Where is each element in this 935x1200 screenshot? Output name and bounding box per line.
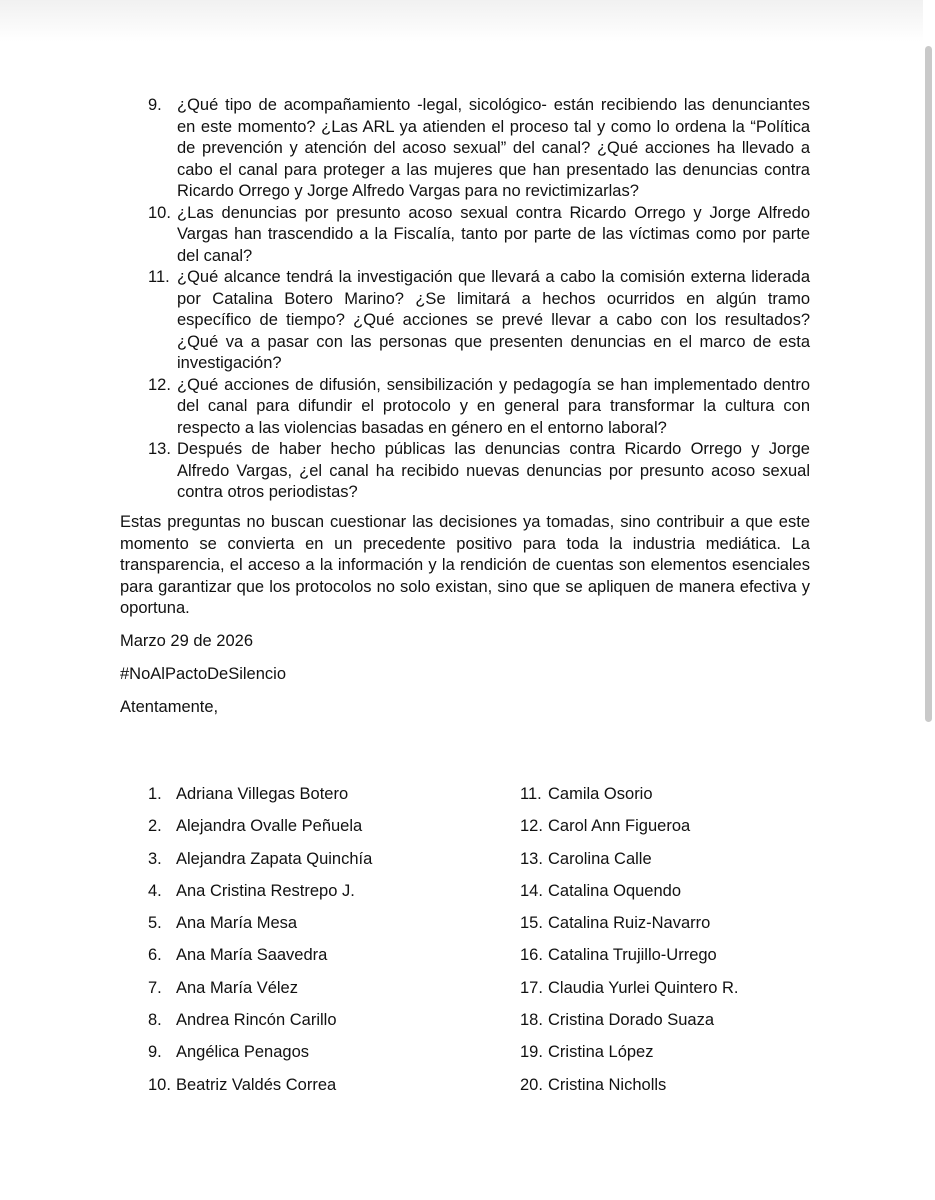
signatory	[520, 913, 738, 945]
signatory	[148, 1042, 372, 1074]
signatory-name: Ana María Vélez	[176, 978, 298, 997]
signatory	[148, 784, 372, 816]
signatory-number: 19.	[520, 1043, 543, 1062]
signatory-number: 4.	[148, 881, 162, 900]
list-number: 13.	[148, 440, 171, 458]
signatory-number: 11.	[520, 785, 542, 803]
signatory	[520, 881, 738, 913]
question-text: ¿Qué tipo de acompañamiento -legal, sicológico- están recibiendo las denunciantes en este momento? ¿Las ARL ya atienden el proceso tal y como lo ordena la “Política de prevención y atención del acoso sexual” del canal? ¿Qué acciones ha llevado a cabo el canal para proteger a las mujeres que han presentado las denuncias contra Ricardo Orrego y Jorge Alfredo Vargas para no revictimizarlas?	[177, 96, 810, 200]
list-item	[148, 375, 810, 440]
signatories-column-right	[520, 784, 738, 1107]
signatory-name: Adriana Villegas Botero	[176, 785, 349, 803]
signatory-number: 10.	[148, 1075, 171, 1094]
signatory-name: Carolina Calle	[548, 849, 652, 868]
signatory-number: 20.	[520, 1075, 543, 1094]
signatory-number: 6.	[148, 946, 162, 965]
list-item	[148, 95, 810, 203]
signatory-name: Alejandra Ovalle Peñuela	[176, 817, 363, 836]
signatory	[148, 1075, 372, 1107]
signatory-name: Andrea Rincón Carillo	[176, 1011, 337, 1030]
signatory	[148, 913, 372, 945]
signatory-number: 3.	[148, 849, 162, 868]
signatory-name: Claudia Yurlei Quintero R.	[548, 978, 739, 997]
list-number: 12.	[148, 375, 171, 394]
list-number: 10.	[148, 203, 171, 222]
signatory-number: 8.	[148, 1011, 162, 1030]
signatory-name: Catalina Oquendo	[548, 881, 682, 900]
list-item	[148, 267, 810, 375]
sign-off: Atentamente,	[120, 698, 219, 716]
signatory-number: 14.	[520, 881, 543, 900]
signatory	[520, 784, 738, 816]
signatory-name: Beatriz Valdés Correa	[176, 1075, 337, 1094]
signatory-name: Ana María Saavedra	[176, 946, 328, 965]
signatory-number: 17.	[520, 978, 543, 997]
signatory	[520, 816, 738, 848]
signatory-number: 18.	[520, 1011, 543, 1030]
document-date: Marzo 29 de 2026	[120, 632, 254, 650]
signatory-name: Ana Cristina Restrepo J.	[176, 881, 355, 900]
signatory	[520, 945, 738, 977]
signatory-name: Cristina López	[548, 1043, 654, 1062]
signatory	[148, 881, 372, 913]
signatories-column-left	[148, 784, 372, 1107]
signatory	[148, 816, 372, 848]
signatory-name: Catalina Trujillo-Urrego	[548, 946, 717, 965]
signatory	[520, 1042, 738, 1074]
list-number: 9.	[148, 96, 162, 114]
closing-paragraph: Estas preguntas no buscan cuestionar las decisiones ya tomadas, sino contribuir a que este momento se convierta en un precedente positivo para toda la industria mediática. La transparencia, el acceso a la información y la rendición de cuentas son elementos esenciales para garantizar que los protocolos no solo existan, sino que se apliquen de manera efectiva y oportuna.	[120, 513, 810, 617]
question-text: ¿Qué alcance tendrá la investigación que llevará a cabo la comisión externa liderada por Catalina Botero Marino? ¿Se limitará a hechos ocurridos en algún tramo específico de tiempo? ¿Qué acciones se prevé llevar a cabo con los resultados? ¿Qué va a pasar con las personas que presenten denuncias en el marco de esta investigación?	[177, 268, 810, 372]
list-number: 11.	[148, 268, 170, 286]
signatory	[520, 849, 738, 881]
signatory-number: 9.	[148, 1043, 162, 1062]
question-text: Después de haber hecho públicas las denuncias contra Ricardo Orrego y Jorge Alfredo Vargas, ¿el canal ha recibido nuevas denuncias por presunto acoso sexual contra otros periodistas?	[177, 440, 810, 501]
signatory	[148, 945, 372, 977]
list-item	[148, 439, 810, 504]
signatory-number: 7.	[148, 978, 162, 997]
signatory-name: Alejandra Zapata Quinchía	[176, 849, 373, 868]
signatory-number: 15.	[520, 914, 543, 933]
signatory-number: 2.	[148, 817, 162, 836]
question-text: ¿Las denuncias por presunto acoso sexual contra Ricardo Orrego y Jorge Alfredo Vargas han trascendido a la Fiscalía, tanto por parte de las víctimas como por parte del canal?	[177, 203, 810, 265]
signatory	[520, 1075, 738, 1107]
signatory-name: Catalina Ruiz-Navarro	[548, 914, 711, 933]
signatory-name: Cristina Dorado Suaza	[548, 1011, 714, 1030]
signatory-name: Camila Osorio	[548, 785, 653, 803]
signatory-name: Ana María Mesa	[176, 914, 298, 933]
signatory-name: Carol Ann Figueroa	[548, 817, 691, 836]
signatory-name: Angélica Penagos	[176, 1043, 310, 1062]
questions-list	[148, 95, 810, 504]
viewer-top-bar	[0, 0, 935, 42]
signatory-number: 1.	[148, 785, 162, 803]
signatory-number: 16.	[520, 946, 543, 965]
list-item	[148, 203, 810, 268]
signatory	[148, 978, 372, 1010]
signatory	[148, 849, 372, 881]
question-text: ¿Qué acciones de difusión, sensibilización y pedagogía se han implementado dentro del canal para difundir el protocolo y en general para transformar la cultura con respecto a las violencias basadas en género en el entorno laboral?	[177, 375, 810, 437]
signatory	[520, 1010, 738, 1042]
scrollbar-track[interactable]	[923, 0, 935, 1200]
scrollbar-thumb[interactable]	[925, 46, 932, 722]
hashtag: #NoAlPactoDeSilencio	[120, 665, 287, 683]
signatory-number: 13.	[520, 849, 543, 868]
signatory-name: Cristina Nicholls	[548, 1075, 667, 1094]
signatory	[148, 1010, 372, 1042]
signatory-number: 12.	[520, 817, 543, 836]
signatory	[520, 978, 738, 1010]
signatory-number: 5.	[148, 914, 162, 933]
